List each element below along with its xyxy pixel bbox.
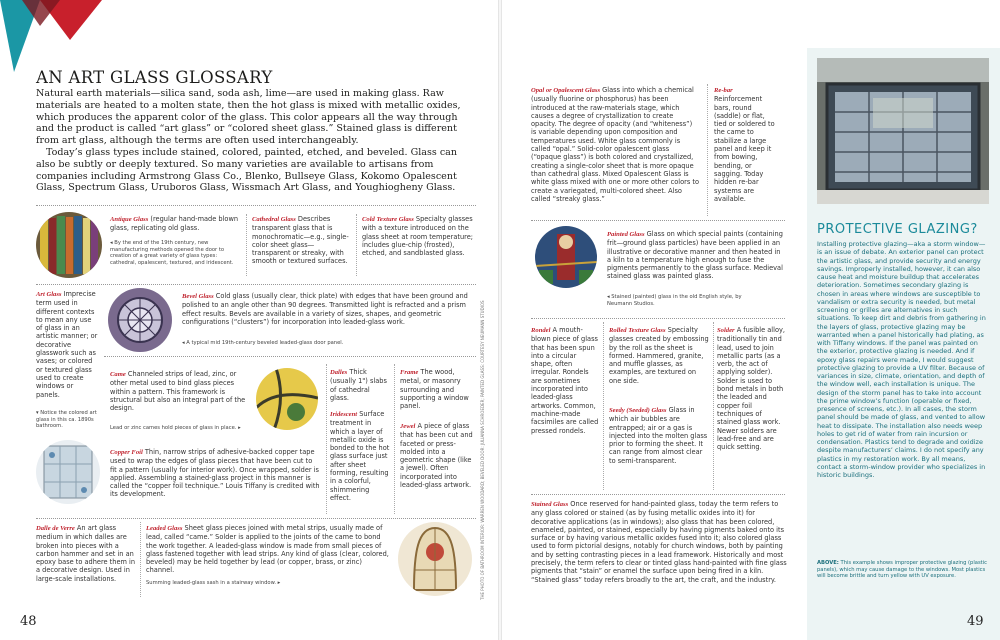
entry-opalescent-glass	[531, 86, 699, 203]
column-rule	[603, 322, 604, 490]
entry-painted-glass	[607, 230, 783, 281]
entry-rolled-texture-glass	[609, 326, 709, 385]
term-came: Came	[110, 371, 126, 378]
entry-dalle-de-verre	[36, 524, 140, 583]
def-stained-glass: Once reserved for hand-painted glass, today the term refers to any glass colored or stained (as by fusing metallic oxides into it) for decorative applications (as in windows); also glass that has been colored, enameled, painted, or stained, especially by having pigments baked onto its surface or by having various metallic oxides fused into it; also colored glass used to form pictorial designs, notably for church windows, both by painting and by setting contrasting pieces in a lead framework. Historically and most precisely, the term refers to clear or tinted glass hand-painted with fine glass pigments that “stain” or enamel the surface upon being fired in a kiln. “Stained glass” today refers broadly to the art, the craft, and the industry.	[531, 500, 787, 584]
term-iridescent: Iridescent	[330, 411, 358, 418]
intro-text	[36, 88, 472, 194]
caption-painted-text: Stained (painted) glass in the old English style, by Neumann Studios.	[607, 294, 742, 307]
left-page	[0, 0, 499, 640]
def-jewel: A piece of glass that has been cut and faceted or press-molded into a geometric shape (like a jewel). Often incorporated into leaded-glass artwork.	[400, 422, 473, 490]
divider-line	[36, 284, 476, 285]
divider-line	[531, 318, 785, 319]
entry-cold-texture-glass	[362, 215, 476, 257]
left-arrow-icon: ◂	[607, 294, 610, 300]
entry-rebar	[714, 86, 778, 203]
sidebar-heading: PROTECTIVE GLAZING?	[817, 222, 978, 237]
column-rule	[246, 214, 247, 276]
term-rondel: Rondel	[531, 327, 551, 334]
entry-copper-foil	[110, 448, 320, 499]
left-arrow-icon: ◂	[182, 340, 185, 346]
def-frame: The wood, metal, or masonry surrounding and supporting a window panel.	[400, 368, 469, 411]
caption-bevel-text: A typical mid 19th-century beveled leaded-glass door panel.	[186, 340, 344, 346]
painted-glass-photo	[535, 226, 597, 288]
def-cold-texture-glass: Specialty glasses with a texture introduced on the glass sheet at room temperature; includes glue-chip (frosted), etched, and sandblasted glass.	[362, 215, 473, 258]
def-came: Channeled strips of lead, zinc, or other metal used to bind glass pieces within a pattern. This framework is structural but also an integral part of the design.	[110, 370, 246, 413]
term-leaded-glass: Leaded Glass	[146, 525, 183, 532]
term-stained-glass: Stained Glass	[531, 501, 569, 508]
bathroom-photo	[36, 440, 100, 504]
column-rule	[713, 322, 714, 490]
term-opalescent-glass: Opal or Opalescent Glass	[531, 87, 601, 94]
term-painted-glass: Painted Glass	[607, 231, 645, 238]
term-bevel-glass: Bevel Glass	[182, 293, 214, 300]
column-rule	[356, 214, 357, 276]
def-opalescent-glass: Glass into which a chemical (usually fluorine or phosphorus) has been introduced at the raw-materials stage, which causes a degree of crystallization to create opacity. The degree of opacity (and “whiteness”) is variable depending upon composition and temperatures used. White glass commonly is called “opal.” Solid-color opalescent glass (“opaque glass”) is both colored and crystallized, creating a single-color sheet that is more opaque than cathedral glass. Mixed Opalescent Glass is white glass mixed with one or more other colors to create a variegated, multi-colored sheet. Also called “streaky glass.”	[531, 86, 699, 203]
leaded-window-photo	[398, 522, 472, 596]
caption-painted	[607, 294, 757, 307]
entry-cathedral-glass	[252, 215, 350, 266]
entry-dalles	[330, 368, 390, 402]
right-page	[501, 0, 1000, 640]
entry-seedy-glass	[609, 406, 709, 465]
term-solder: Solder	[717, 327, 735, 334]
caption-protective-text: This example shows improper protective glazing (plastic panels), which may cause damage to the windows. Most plastics will become brittle and turn yellow with UV exposure.	[817, 560, 987, 580]
bevel-door-photo	[108, 288, 172, 352]
entry-solder	[717, 326, 785, 451]
caption-art-glass-text: Notice the colored art glass in this ca. 1890s bathroom.	[36, 410, 97, 430]
page-title: AN ART GLASS GLOSSARY	[36, 68, 273, 87]
term-dalles: Dalles	[330, 369, 348, 376]
left-arrow-icon: ◂	[110, 240, 113, 246]
def-iridescent: Surface treatment in which a layer of metallic oxide is bonded to the hot glass surface just after sheet forming, resulting in a colorful, shimmering effect.	[330, 410, 390, 502]
photo-credit: THE PHOTO OF BATHROOM INTERIOR: WARREN WOODARD; BEVELED DOOR: JULIANNA SCHROEDER; PAINTED GLASS: COURTESY NEUMANN STUDIOS	[480, 300, 485, 600]
sidebar-body: Installing protective glazing—aka a storm window—is an issue of debate. An exterior panel can protect the artistic glass, and provide security and energy savings. Improperly installed, however, it can also cause heat and moisture buildup that accelerates deterioration. Sometimes secondary glazing is chosen in areas where windows are susceptible to vandalism or extra security is needed, but metal screening or grilles are alternatives in such situations. To keep dirt and debris from gathering in the layers of glass, protective glazing may be warranted when a panel historically had plating, as with Tiffany windows. If the panel was painted on the exterior, protective glazing is needed. And if epoxy glass repairs were made, I would suggest protective glazing to provide a UV filter. Because of variances in size, climate, orientation, and depth of the window well, each installation is unique. The design of the storm panel has to take into account the prime window’s function (operable or fixed, presence of screens, etc.). In all cases, the storm panel should be made of glass, and vented to allow heat to dissipate. The installation also needs weep holes to get rid of water from rain incursion or condensation. Plastics tend to degrade and oxidize despite manufacturers’ claims. I do not specify any plastics in my restoration work. By all means, contact a storm-window provider who specializes in historic buildings.	[817, 240, 986, 479]
divider-line	[531, 220, 785, 221]
term-copper-foil: Copper Foil	[110, 449, 143, 456]
def-antique-glass: (regular hand-made blown glass, replicating old glass.	[110, 215, 239, 233]
term-antique-glass: Antique Glass	[110, 216, 149, 223]
divider-line	[36, 518, 476, 519]
def-bevel-glass: Cold glass (usually clear, thick plate) with edges that have been ground and polished to an angle other than 90 degrees. Transmitted light is refracted and a prism effect results. Bevels are available in a variety of sizes, shapes, and geometric configurations (“clusters”) for incorporation into leaded-glass work.	[182, 292, 468, 326]
def-art-glass: Imprecise term used in different contexts to mean any use of glass in an artistic manner; or decorative glasswork such as vases; or colored or textured glass used to create windows or panels.	[36, 290, 98, 399]
caption-protective	[817, 560, 989, 580]
divider-line	[531, 494, 785, 495]
caption-antique	[110, 240, 242, 266]
def-rebar: Reinforcement bars, round (saddle) or flat, tied or soldered to the came to stabilize a large panel and keep it from bowing, bending, or sagging. Today hidden re-bar systems are available.	[714, 95, 775, 203]
def-rondel: A mouth-blown piece of glass that has been spun into a circular shape, often irregular. Rondels are sometimes incorporated into leaded-glass artworks. Common, machine-made facsimiles are called pressed rondels.	[531, 326, 599, 435]
def-leaded-glass: Sheet glass pieces joined with metal strips, usually made of lead, called “came.” Solder is applied to the joints of the came to bond the work together. A leaded-glass window is made from small pieces of glass fastened together with lead strips. Any kind of glass (clear, colored, beveled) may be held together by lead (or copper, brass, or zinc) channel.	[146, 524, 389, 575]
caption-came-text: Lead or zinc cames hold pieces of glass in place.	[110, 425, 237, 431]
storm-window-photo	[817, 58, 989, 204]
entry-frame	[400, 368, 474, 410]
term-frame: Frame	[400, 369, 419, 376]
entry-art-glass	[36, 290, 98, 399]
entry-came	[110, 370, 250, 412]
right-arrow-icon: ▸	[238, 425, 241, 431]
caption-above-label: ABOVE:	[817, 560, 839, 566]
entry-antique-glass	[110, 215, 242, 233]
intro-paragraph-1: Natural earth materials—silica sand, soda ash, lime—are used in making glass. Raw materials are heated to a molten state, then the hot glass is mixed with metallic oxides, which produces the apparent color of the glass. This color appears all the way through and the product is called “art glass” or “colored sheet glass.” Stained glass is different from art glass, although the terms are often used interchangeably.	[36, 88, 461, 147]
term-jewel: Jewel	[400, 423, 416, 430]
def-cathedral-glass: Describes transparent glass that is monochromatic—e.g., single-color sheet glass—transparent or streaky, with smooth or textured surfaces.	[252, 215, 349, 266]
right-arrow-icon: ▸	[277, 580, 281, 586]
def-painted-glass: Glass on which special paints (containing frit—ground glass particles) have been applied in an illustrative or decorative manner and then heated in a kiln to a temperature high enough to fuse the pigments permanently to the glass surface. Medieval stained glass was painted glass.	[607, 230, 783, 281]
column-rule	[140, 522, 141, 597]
term-cold-texture-glass: Cold Texture Glass	[362, 216, 414, 223]
divider-line	[36, 205, 476, 206]
caption-art-glass	[36, 410, 100, 430]
column-rule	[394, 364, 395, 514]
entry-stained-glass	[531, 500, 787, 584]
def-dalles: Thick (usually 1") slabs of cathedral glass.	[330, 368, 387, 402]
def-rolled-texture-glass: Specialty glasses created by embossing by the roll as the sheet is formed. Hammered, granite, and muffle glasses, as examples, are textured on one side.	[609, 326, 709, 385]
caption-bevel	[182, 340, 462, 347]
entry-rondel	[531, 326, 599, 435]
term-cathedral-glass: Cathedral Glass	[252, 216, 296, 223]
came-photo	[256, 368, 318, 430]
down-arrow-icon: ▾	[36, 410, 39, 416]
entry-bevel-glass	[182, 292, 474, 326]
caption-leaded-text: Summing leaded-glass sash in a stairway window.	[146, 580, 276, 586]
term-dalle-de-verre: Dalle de Verre	[36, 525, 75, 532]
page-number-right: 49	[967, 614, 984, 629]
entry-iridescent	[330, 410, 392, 502]
def-solder: A fusible alloy, traditionally tin and lead, used to join metallic parts (as a verb, the act of applying solder). Solder is used to bond metals in both the leaded and copper foil techniques of stained glass work. Newer solders are lead-free and are quick setting.	[717, 326, 785, 452]
antique-glass-photo	[36, 212, 102, 278]
term-rolled-texture-glass: Rolled Texture Glass	[609, 327, 666, 334]
def-copper-foil: Thin, narrow strips of adhesive-backed copper tape used to wrap the edges of glass pieces that have been cut to fit a pattern (usually for interior work). Once wrapped, solder is applied. Assembling a stained-glass project in this manner is called the “copper foil technique.” Louis Tiffany is credited with its development.	[110, 448, 320, 499]
page-number-left: 48	[20, 614, 37, 629]
term-art-glass: Art Glass	[36, 291, 62, 298]
intro-paragraph-2: Today’s glass types include stained, colored, painted, etched, and beveled. Glass can also be subtly or deeply textured. So many varieties are available to artisans from companies including Armstrong Glass Co., Blenko, Bullseye Glass, Kokomo Opalescent Glass, Spectrum Glass, Uruboros Glass, Wissmach Art Glass, and Youghiogheny Glass.	[36, 146, 458, 194]
entry-leaded-glass	[146, 524, 390, 575]
column-rule	[326, 364, 327, 514]
def-dalle-de-verre: An art glass medium in which dalles are broken into pieces with a carbon hammer and set in an epoxy base to adhere them in a decorative design. Used in large-scale installations.	[36, 524, 136, 583]
def-seedy-glass: Glass in which air bubbles are entrapped; air or a gas is injected into the molten glass prior to forming the sheet. It can range from almost clear to semi-transparent.	[609, 406, 708, 465]
caption-leaded	[146, 580, 346, 587]
caption-came	[110, 425, 250, 432]
caption-antique-text: By the end of the 19th century, new manufacturing methods opened the door to creation of a great variety of glass types: cathedral, opalescent, textured, and iridescent.	[110, 240, 234, 266]
term-rebar: Re-bar	[714, 87, 733, 94]
entry-jewel	[400, 422, 474, 489]
term-seedy-glass: Seedy (Seeded) Glass	[609, 407, 667, 414]
column-rule	[707, 84, 708, 216]
divider-line	[104, 356, 476, 357]
